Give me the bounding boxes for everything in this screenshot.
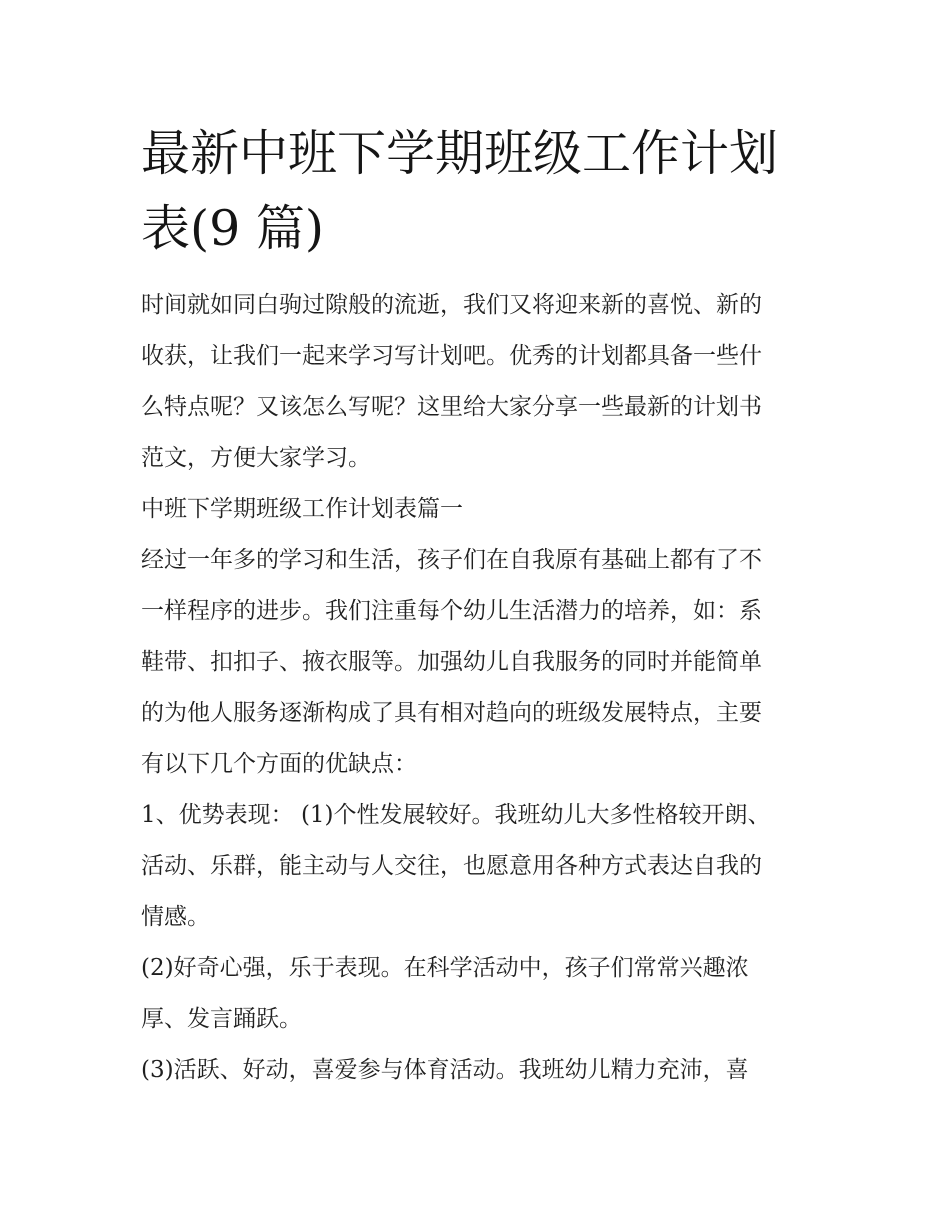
activity-paragraph xyxy=(141,1052,817,1089)
text-line: 时间就如同白驹过隙般的流逝，我们又将迎来新的喜悦、新的 xyxy=(141,292,762,318)
document-content xyxy=(141,116,817,1089)
text-line: (2)好奇心强，乐于表现。在科学活动中，孩子们常常兴趣浓 xyxy=(141,955,749,981)
text-line: 一样程序的进步。我们注重每个幼儿生活潜力的培养，如：系 xyxy=(141,598,762,624)
curiosity-paragraph xyxy=(141,950,817,1038)
text-line: 经过一年多的学习和生活，孩子们在自我原有基础上都有了不 xyxy=(141,547,762,573)
document-title xyxy=(141,116,817,266)
text-line: 范文，方便大家学习。 xyxy=(141,445,371,471)
text-line: 收获，让我们一起来学习写计划吧。优秀的计划都具备一些什 xyxy=(141,343,762,369)
text-line: 鞋带、扣扣子、掖衣服等。加强幼儿自我服务的同时并能简单 xyxy=(141,649,762,675)
text-line: 的为他人服务逐渐构成了具有相对趋向的班级发展特点，主要 xyxy=(141,700,762,726)
heading-line: 中班下学期班级工作计划表篇一 xyxy=(141,496,463,522)
text-line: 1、优势表现： (1)个性发展较好。我班幼儿大多性格较开朗、 xyxy=(141,802,771,828)
section-heading xyxy=(141,491,817,528)
title-line-1: 最新中班下学期班级工作计划 xyxy=(141,125,779,182)
text-line: 厚、发言踊跃。 xyxy=(141,1006,302,1032)
text-line: 有以下几个方面的优缺点： xyxy=(141,751,417,777)
text-line: (3)活跃、好动，喜爱参与体育活动。我班幼儿精力充沛，喜 xyxy=(141,1057,749,1083)
intro-paragraph xyxy=(141,287,817,477)
overview-paragraph xyxy=(141,542,817,783)
document-body xyxy=(141,287,817,1089)
text-line: 情感。 xyxy=(141,904,210,930)
text-line: 活动、乐群，能主动与人交往，也愿意用各种方式表达自我的 xyxy=(141,853,762,879)
title-line-2: 表(9 篇) xyxy=(141,200,324,257)
strengths-paragraph xyxy=(141,797,817,936)
text-line: 么特点呢？又该怎么写呢？这里给大家分享一些最新的计划书 xyxy=(141,394,762,420)
